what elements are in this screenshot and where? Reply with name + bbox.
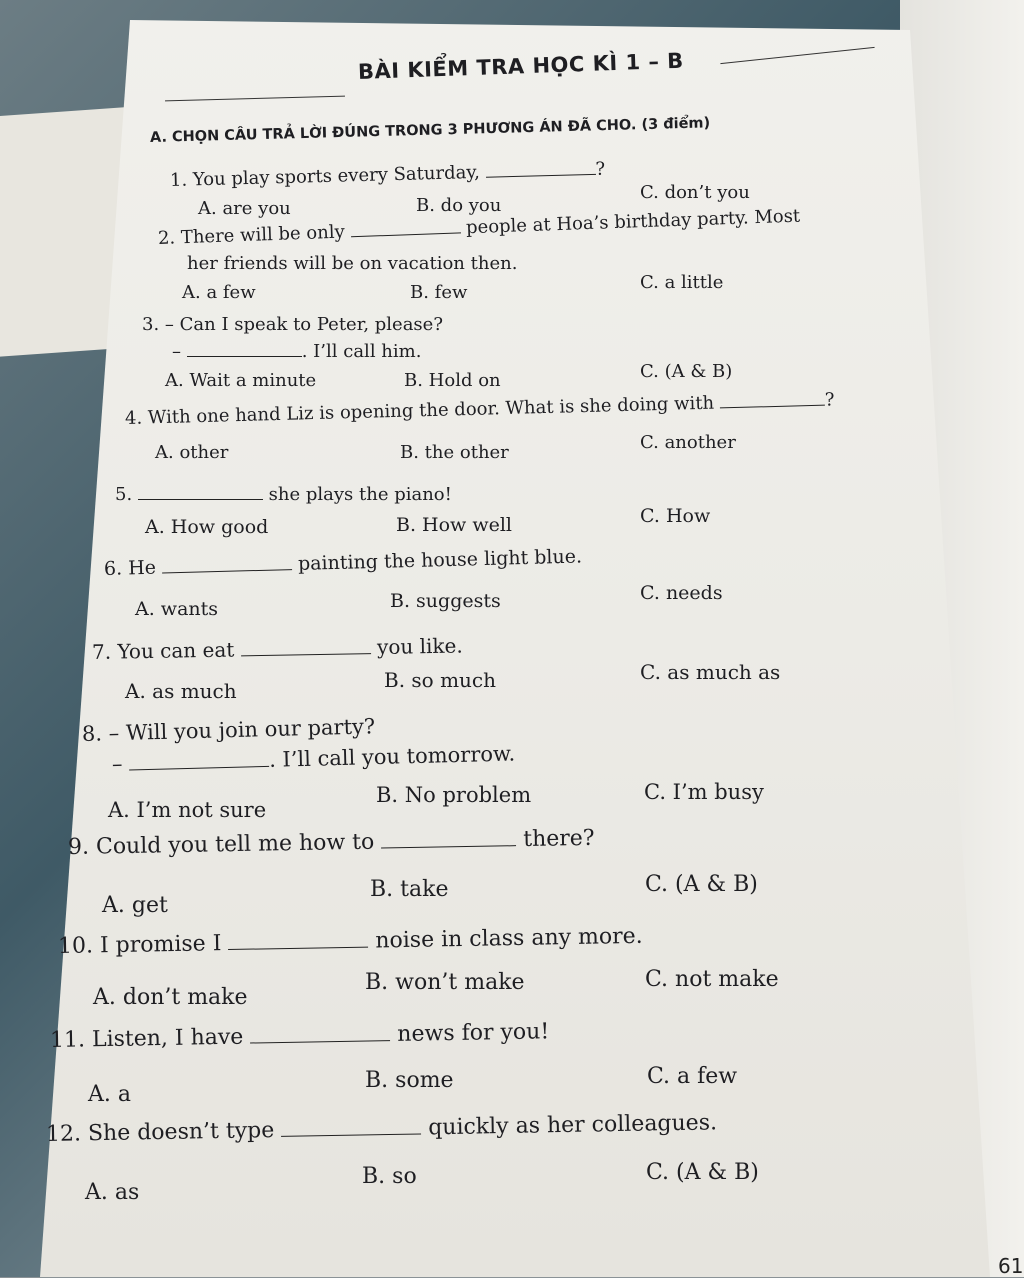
- question-number: 9.: [67, 834, 90, 860]
- option-c: C. a little: [640, 272, 724, 293]
- question-number: 7.: [91, 639, 112, 664]
- option-c: C. (A & B): [645, 872, 758, 897]
- answer-blank: [720, 405, 825, 409]
- option-c: C. I’m busy: [644, 780, 764, 804]
- option-c: C. not make: [645, 967, 779, 992]
- question-number: 11.: [49, 1027, 86, 1053]
- question-stem-end: noise in class any more.: [375, 923, 643, 954]
- question-number: 4.: [124, 407, 143, 429]
- option-c: C. a few: [647, 1064, 738, 1089]
- option-b: B. the other: [400, 442, 509, 463]
- option-a: A. don’t make: [93, 985, 248, 1010]
- option-c: C. another: [640, 432, 736, 453]
- question-stem-end: there?: [523, 825, 595, 853]
- option-a: A. as much: [125, 679, 237, 703]
- option-a: A. a: [88, 1082, 131, 1107]
- option-a: A. other: [155, 442, 229, 463]
- question-stem-end: painting the house light blue.: [297, 545, 583, 575]
- option-c: C. How: [640, 505, 711, 527]
- answer-blank: [486, 174, 596, 178]
- question-stem: She doesn’t type: [87, 1118, 275, 1147]
- dash: –: [111, 751, 123, 776]
- dash: –: [172, 341, 181, 362]
- option-b: B. so: [362, 1164, 417, 1189]
- answer-blank: [228, 947, 368, 950]
- page-number: 61: [998, 1254, 1024, 1278]
- option-b: B. How well: [396, 514, 513, 536]
- answer-blank: [351, 232, 461, 237]
- question-stem: – Can I speak to Peter, please?: [164, 314, 443, 335]
- question-stem-end: ?: [595, 158, 606, 180]
- answer-blank: [162, 569, 292, 573]
- option-b: B. suggests: [390, 590, 501, 612]
- question-number: 6.: [103, 557, 123, 580]
- answer-blank: [241, 653, 371, 656]
- question-number: 5.: [115, 484, 133, 505]
- question-stem-end: . I’ll call you tomorrow.: [268, 741, 516, 772]
- option-a: A. as: [85, 1180, 140, 1205]
- option-b: B. so much: [384, 668, 497, 692]
- option-b: B. do you: [416, 195, 502, 216]
- question-stem: You play sports every Saturday,: [192, 161, 481, 191]
- question-stem-end: news for you!: [397, 1019, 550, 1047]
- question-number: 1.: [169, 169, 188, 191]
- option-a: A. How good: [145, 516, 269, 538]
- question-3: [142, 314, 443, 335]
- option-b: B. take: [370, 877, 449, 902]
- answer-blank: [281, 1133, 421, 1136]
- option-c: C. (A & B): [640, 361, 733, 382]
- question-stem: I promise I: [99, 931, 222, 959]
- option-c: C. don’t you: [640, 182, 750, 203]
- question-stem: There will be only: [180, 221, 346, 249]
- question-stem: He: [127, 556, 157, 580]
- option-a: A. are you: [198, 198, 291, 219]
- question-2-line-2: her friends will be on vacation then.: [187, 253, 518, 274]
- question-number: 8.: [81, 721, 103, 746]
- question-stem: Could you tell me how to: [95, 829, 375, 860]
- page-title: BÀI KIỂM TRA HỌC KÌ 1 – B: [357, 48, 685, 84]
- question-number: 10.: [57, 933, 94, 959]
- answer-blank: [138, 499, 263, 500]
- answer-blank: [250, 1040, 390, 1043]
- question-stem-end: . I’ll call him.: [301, 341, 422, 362]
- question-stem: You can eat: [117, 637, 235, 664]
- option-b: B. some: [365, 1068, 454, 1093]
- question-number: 12.: [45, 1121, 82, 1147]
- answer-blank: [381, 845, 516, 848]
- option-a: A. I’m not sure: [108, 798, 267, 822]
- question-stem-end: quickly as her colleagues.: [427, 1110, 718, 1141]
- question-stem: – Will you join our party?: [108, 714, 376, 746]
- option-c: C. needs: [640, 582, 723, 604]
- question-stem-end: she plays the piano!: [268, 484, 452, 505]
- answer-blank: [187, 356, 302, 357]
- option-a: A. wants: [135, 598, 219, 620]
- question-stem: Listen, I have: [91, 1024, 244, 1053]
- question-3-line-2: [172, 341, 421, 362]
- option-b: B. No problem: [376, 783, 532, 807]
- option-a: A. Wait a minute: [165, 370, 317, 391]
- answer-blank: [129, 766, 269, 771]
- question-stem-end: people at Hoa’s birthday party. Most: [465, 205, 801, 239]
- option-c: C. as much as: [640, 660, 781, 684]
- option-a: A. a few: [182, 282, 256, 303]
- question-stem: With one hand Liz is opening the door. What is she doing with: [147, 392, 715, 429]
- question-5: [115, 484, 452, 505]
- option-b: B. few: [410, 282, 468, 303]
- question-number: 3.: [142, 314, 160, 335]
- option-b: B. won’t make: [365, 970, 525, 995]
- section-heading: A. CHỌN CÂU TRẢ LỜI ĐÚNG TRONG 3 PHƯƠNG ÁN ĐÃ CHO. (3 điểm): [149, 115, 711, 146]
- option-b: B. Hold on: [404, 370, 501, 391]
- question-number: 2.: [157, 227, 176, 249]
- question-stem-end: ?: [824, 389, 835, 411]
- question-stem-end: you like.: [376, 633, 463, 660]
- option-c: C. (A & B): [646, 1160, 759, 1185]
- option-a: A. get: [102, 893, 168, 918]
